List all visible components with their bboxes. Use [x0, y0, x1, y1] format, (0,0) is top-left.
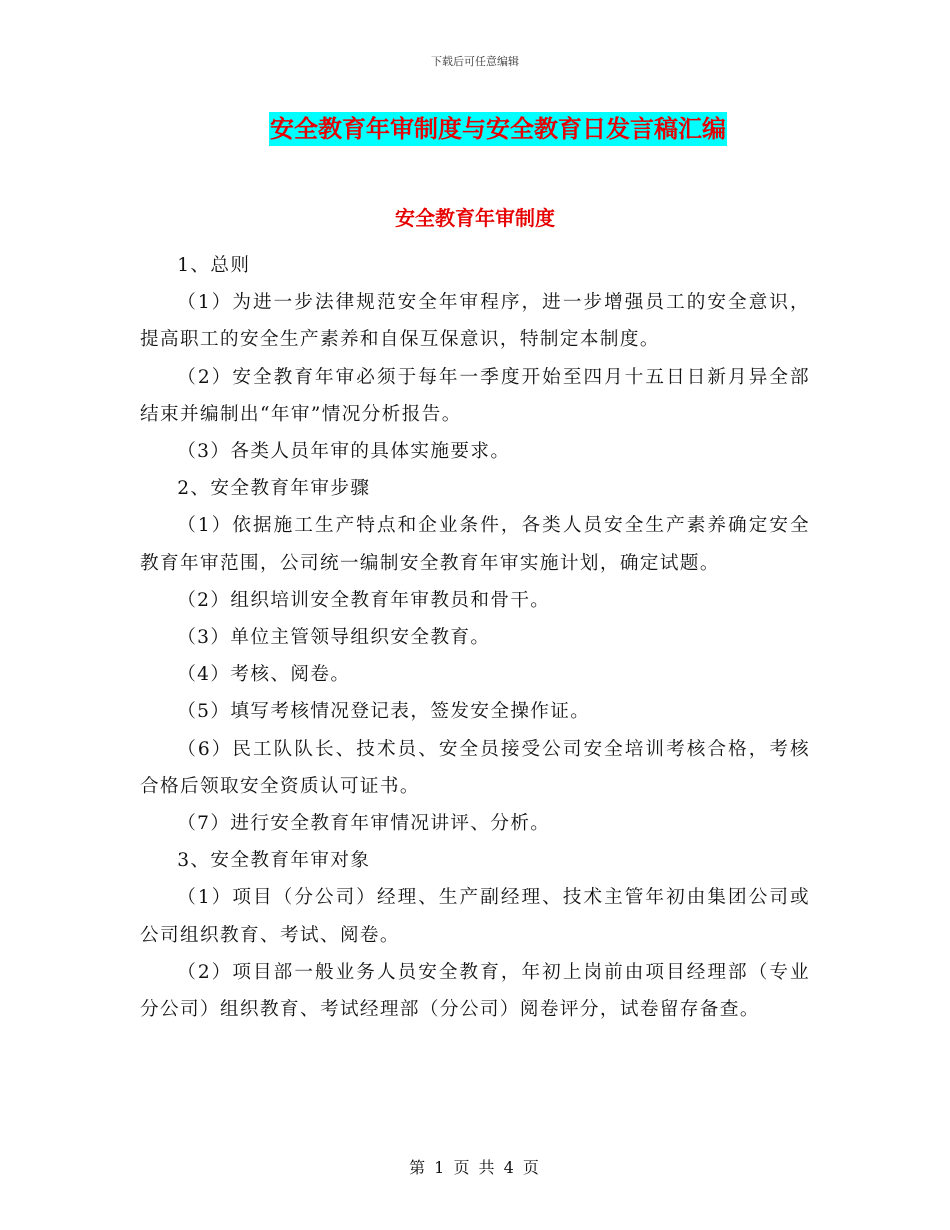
paragraph-1-1: （1）为进一步法律规范安全年审程序，进一步增强员工的安全意识，提高职工的安全生产素养和自保互保意识，特制定本制度。	[140, 292, 810, 351]
document-title-container	[0, 112, 950, 146]
paragraph-3-2: （2）项目部一般业务人员安全教育，年初上岗前由项目经理部（专业分公司）组织教育、考试经理部（分公司）阅卷评分，试卷留存备查。	[140, 961, 810, 1021]
paragraph-2-7: （7）进行安全教育年审情况讲评、分析。	[177, 813, 551, 835]
paragraph-2-3: （3）单位主管领导组织安全教育。	[177, 627, 491, 649]
heading-steps: 2、安全教育年审步骤	[177, 478, 371, 500]
paragraph-3-1: （1）项目（分公司）经理、生产副经理、技术主管年初由集团公司或公司组织教育、考试、阅卷。	[140, 887, 810, 946]
page-number-footer: 第 1 页 共 4 页	[409, 1158, 541, 1177]
paragraph-1-3: （3）各类人员年审的具体实施要求。	[177, 441, 511, 463]
paragraph-2-6: （6）民工队队长、技术员、安全员接受公司安全培训考核合格，考核合格后领取安全资质认可证书。	[140, 738, 810, 797]
heading-general: 1、总则	[177, 255, 251, 276]
paragraph-2-2: （2）组织培训安全教育年审教员和骨干。	[177, 589, 551, 611]
paragraph-1-2: （2）安全教育年审必须于每年一季度开始至四月十五日日新月异全部结束并编制出“年审”情况分析报告。	[140, 366, 810, 425]
page-header-note: 下载后可任意编辑	[431, 55, 519, 68]
paragraph-2-5: （5）填写考核情况登记表，签发安全操作证。	[177, 701, 591, 723]
document-title: 安全教育年审制度与安全教育日发言稿汇编	[269, 112, 727, 146]
paragraph-2-1: （1）依据施工生产特点和企业条件，各类人员安全生产素养确定安全教育年审范围，公司统一编制安全教育年审实施计划，确定试题。	[140, 515, 810, 574]
heading-targets: 3、安全教育年审对象	[177, 850, 371, 872]
paragraph-2-4: （4）考核、阅卷。	[177, 664, 351, 686]
document-body	[140, 247, 810, 1028]
section-title: 安全教育年审制度	[395, 206, 555, 230]
